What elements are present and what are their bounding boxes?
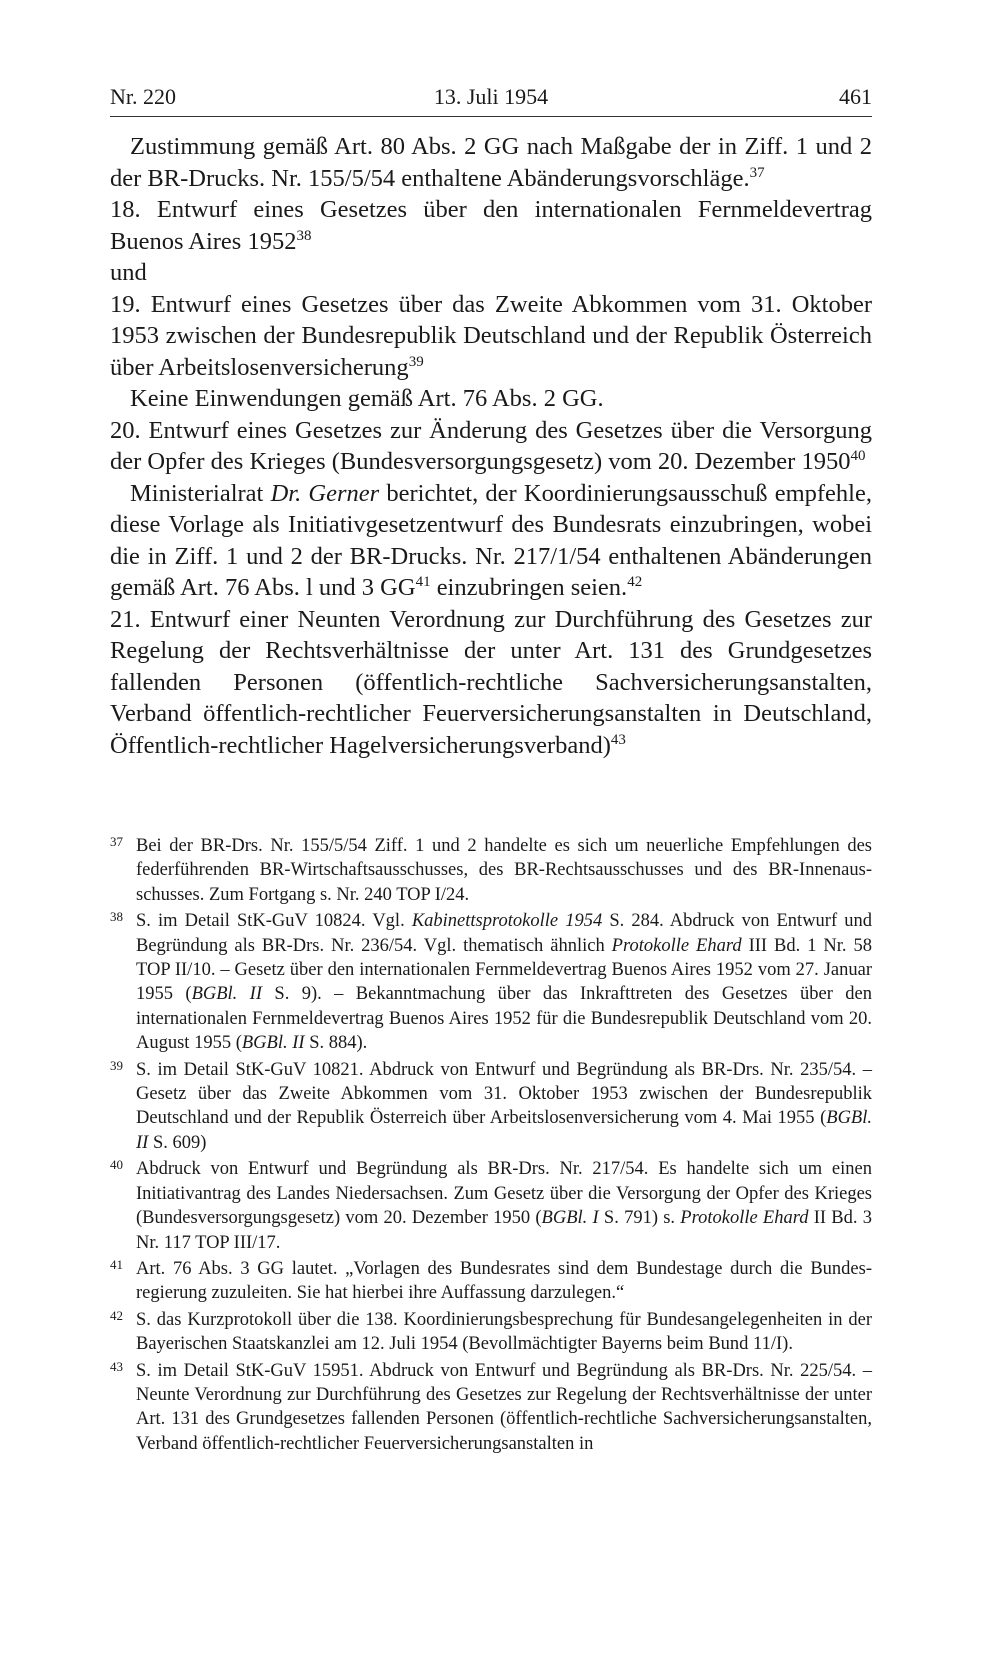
citation-title: BGBl. II [241, 1033, 305, 1054]
agenda-item-text: 20. Entwurf eines Gesetzes zur Änderung des Gesetzes über die Versorgung der Opfer des Krieges (Bundesversorgungsgesetz) vom 20. Dezember 1950 [110, 416, 872, 475]
footnote-text-b: S. 791) s. [598, 1208, 681, 1229]
connector-und: und [110, 259, 147, 286]
agenda-item-19 [110, 289, 872, 384]
document-number: Nr. 220 [110, 84, 176, 109]
footnote-text: S. im Detail StK-GuV 15951. Abdruck von Entwurf und Begründung als BR-Drs. Nr. 225/54. – Neunte Verordnung zur Durchführung des Gesetzes zur Regelung der Rechtsverhältnisse der unter Art. 131 des Grundgesetzes fallenden Personen (öffentlich-rechtliche Sachversicherungsanstalten, Verband öffentlich-rechtlicher Feuerversicherungsanstalten in [136, 1360, 872, 1454]
footnote-ref-42: 42 [627, 574, 643, 590]
footnote-ref-40: 40 [850, 448, 866, 464]
footnote-43 [110, 1359, 872, 1457]
footnote-text-c: II Bd. 3 Nr. 117 TOP III/17. [136, 1208, 873, 1253]
footnote-text-b: S. 284. Abdruck von Entwurf und Begründung als BR-Drs. Nr. 236/54. Vgl. thematisch ähnlich [136, 911, 872, 956]
footnote-39 [110, 1058, 872, 1156]
footnote-ref-37: 37 [749, 164, 765, 181]
footnote-ref-38: 38 [296, 227, 312, 244]
footnote-ref-43: 43 [610, 731, 626, 748]
main-text [110, 131, 872, 761]
agenda-item-text: 18. Entwurf eines Gesetzes über den internationalen Fernmeldevertrag Buenos Aires 1952 [110, 196, 872, 255]
footnote-number: 38 [110, 909, 123, 925]
footnote-text: Art. 76 Abs. 3 GG lautet. „Vorlagen des Bundesrates sind dem Bundestage durch die Bundesregierung zuzuleiten. Sie hat hierbei ihre Auffassung darzulegen.“ [136, 1258, 872, 1304]
report-text-b: berichtet, der Koordinierungsausschuß empfehle, diese Vorlage als Initiativgesetzentwurf des Bundesrats einzubringen, wobei die in Ziff. 1 und 2 der BR-Drucks. Nr. 217/1/54 enthaltenen Abänderungen gemäß Art. 76 Abs. l und 3 GG [110, 479, 872, 601]
footnote-ref-39: 39 [408, 353, 424, 370]
citation-title: BGBl. II [191, 984, 263, 1005]
footnote-41 [110, 1257, 872, 1306]
footnote-text-a: S. im Detail StK-GuV 10821. Abdruck von Entwurf und Begründung als BR-Drs. Nr. 235/54. – Gesetz über das Zweite Abkommen vom 31. Oktober 1953 zwischen der Bundesrepublik Deutschland und der Republik Österreich über Arbeitslosenversicherung vom 4. Mai 1955 ( [136, 1059, 872, 1129]
citation-title: BGBl. II [136, 1108, 872, 1153]
citation-title: Protokolle Ehard [680, 1208, 809, 1229]
footnote-number: 40 [110, 1157, 123, 1173]
footnote-ref-41: 41 [415, 574, 431, 590]
citation-title: BGBl. I [541, 1208, 599, 1229]
document-page [110, 82, 873, 1454]
footnote-text-e: S. 884). [304, 1033, 368, 1054]
paragraph-no-objections: Keine Einwendungen gemäß Art. 76 Abs. 2 GG. [130, 385, 604, 412]
footnote-number: 37 [110, 834, 123, 849]
footnote-text-b: S. 609) [148, 1132, 207, 1153]
footnote-number: 42 [110, 1307, 123, 1323]
running-header [110, 82, 872, 117]
paragraph-approval [110, 131, 872, 194]
footnote-text: S. das Kurzprotokoll über die 138. Koordinierungsbesprechung für Bundesangelegenheiten in der Bayerischen Staatskanzlei am 12. Juli 1954 (Bevollmächtigter Bayerns beim Bund 11/I). [136, 1309, 872, 1355]
report-text-a: Ministerialrat [130, 479, 271, 507]
agenda-item-21 [110, 604, 872, 762]
footnote-40 [110, 1157, 872, 1255]
footnote-text-d: S. 9). – Bekanntmachung über das Inkrafttreten des Gesetzes über den internationalen Fernmeldevertrag Buenos Aires 1952 für die Bundesrepublik Deutschland vom 20. August 1955 ( [136, 984, 872, 1054]
footnote-text-a: Abdruck von Entwurf und Begründung als BR-Drs. Nr. 217/54. Es handelte sich um einen Initiativantrag des Landes Niedersachsen. Zum Gesetz über die Versorgung der Opfer des Krieges (Bundesversorgungsgesetz) vom 20. Dezember 1950 ( [136, 1159, 872, 1229]
speaker-name: Dr. Gerner [270, 479, 380, 507]
footnote-number: 39 [110, 1057, 123, 1073]
agenda-item-18 [110, 194, 872, 257]
agenda-item-20 [110, 415, 872, 478]
page-number: 461 [839, 84, 872, 109]
footnote-number: 41 [110, 1256, 123, 1272]
citation-title: Protokolle Ehard [611, 935, 742, 956]
footnote-37 [110, 834, 872, 907]
citation-title: Kabinettsprotokolle 1954 [411, 911, 603, 932]
footnote-text-c: III Bd. 1 Nr. 58 TOP II/10. – Gesetz über den internationalen Fernmeldevertrag Buenos Aires 1952 vom 27. Januar 1955 ( [136, 935, 872, 1005]
footnote-38 [110, 909, 872, 1055]
agenda-item-text: 19. Entwurf eines Gesetzes über das Zweite Abkommen vom 31. Oktober 1953 zwischen der Bundesrepublik Deutschland und der Republik Österreich über Arbeitslosenversicherung [110, 290, 872, 381]
footnote-number: 43 [110, 1358, 123, 1374]
footnote-text: Bei der BR-Drs. Nr. 155/5/54 Ziff. 1 und 2 handelte es sich um neuerliche Empfehlungen des federführenden BR-Wirtschaftsausschusses, des BR-Rechtsausschusses und des BR-Innenausschusses. Zum Fortgang s. Nr. 240 TOP I/24. [136, 836, 872, 905]
paragraph-text: Zustimmung gemäß Art. 80 Abs. 2 GG nach Maßgabe der in Ziff. 1 und 2 der BR-Drucks. Nr. 155/5/54 enthaltene Abänderungsvorschläge. [110, 133, 872, 192]
footnotes-section [110, 834, 872, 1458]
paragraph-report [110, 478, 872, 604]
agenda-item-text: 21. Entwurf einer Neunten Verordnung zur Durchführung des Gesetzes zur Regelung der Rechtsverhältnisse der unter Art. 131 des Grundgesetzes fallenden Personen (öffentlich-rechtliche Sachversicherungsanstalten, Verband öffentlich-rechtlicher Feuerversicherungsanstalten in Deutschland, Öffentlich-rechtlicher Hagelversicherungsverband) [110, 605, 872, 759]
footnote-42 [110, 1308, 872, 1357]
footnote-text-a: S. im Detail StK-GuV 10824. Vgl. [136, 911, 412, 932]
header-date: 13. Juli 1954 [433, 84, 549, 109]
report-text-c: einzubringen seien. [430, 574, 628, 601]
